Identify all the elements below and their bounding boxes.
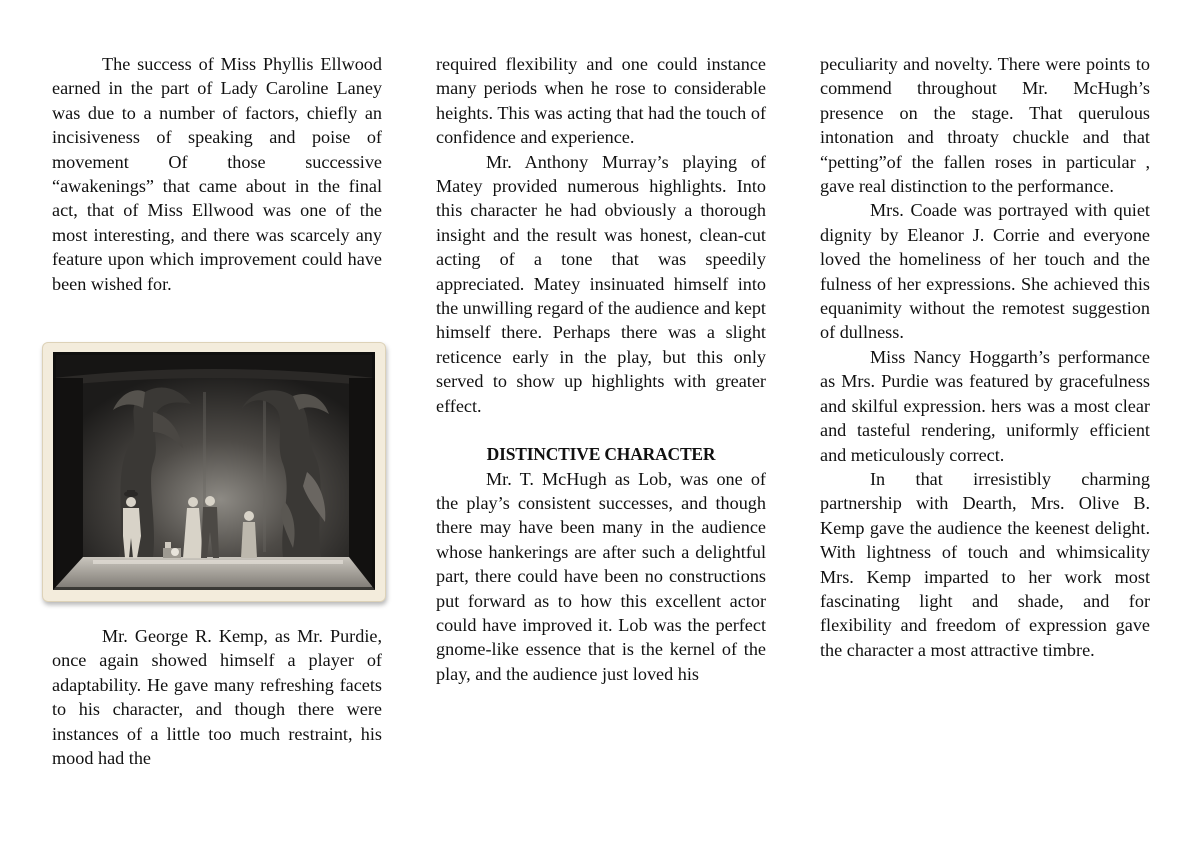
paragraph-ellwood: The success of Miss Phyllis Ellwood earned in the part of Lady Caroline Laney was due to a number of factors, chiefly an incisiveness of speaking and poise of movement Of those successive “awakenings” that came about in the final act, that of Miss Ellwood was one of the most interesting, and there was scarcely any feature upon which improvement could have been wished for.: [52, 54, 382, 294]
column-2: [436, 52, 766, 686]
paragraph-anthony-murray: Mr. Anthony Murray’s playing of Matey provided numerous highlights. Into this character he had obviously a thorough insight and the result was honest, clean-cut acting of a tone that was speedily appreciated. Matey insinuated himself into the unwilling regard of the audience and kept himself there. Perhaps there was a slight reticence early in the play, but this only served to show up highlights with greater effect.: [436, 151, 766, 416]
stage-photo-frame: [42, 342, 386, 602]
paragraph-nancy-hoggarth: Miss Nancy Hoggarth’s performance as Mrs. Purdie was featured by gracefulness and skilful expression. hers was a most clear and tasteful rendering, uniformly efficient and meticulously correct.: [820, 346, 1150, 465]
paragraph-olive-kemp: In that irresistibly charming partnership with Dearth, Mrs. Olive B. Kemp gave the audience the keenest delight. With lightness of touch and whimsicality Mrs. Kemp imparted to her work most fascinating light and shade, and for flexibility and freedom of expression gave the character a most attractive timbre.: [820, 468, 1150, 660]
column-3: [820, 52, 1150, 662]
stage-photo: [53, 352, 375, 590]
column-1-lower: [52, 624, 382, 770]
stage-scene-image: [53, 352, 375, 590]
paragraph-continuation: required flexibility and one could instance many periods when he rose to considerable heights. This was acting that had the touch of confidence and experience.: [436, 54, 766, 148]
column-1: [52, 52, 382, 769]
paragraph-george-kemp: Mr. George R. Kemp, as Mr. Purdie, once again showed himself a player of adaptability. He gave many refreshing facets to his character, and though there were instances of a little too much restraint, his mood had the: [52, 626, 382, 769]
paragraph-mchugh-continuation: peculiarity and novelty. There were points to commend throughout Mr. McHugh’s presence on the stage. That querulous intonation and throaty chuckle and that “petting”of the fallen roses in particular , gave real distinction to the performance.: [820, 54, 1150, 197]
section-heading: DISTINCTIVE CHARACTER: [486, 444, 716, 465]
paragraph-mchugh: Mr. T. McHugh as Lob, was one of the play’s consistent successes, and though there may have been many in the audience whose hankerings are after such a delightful part, there could have been no constructions put forward as to how this excellent actor could have improved it. Lob was the perfect gnome-like essence that is the kernel of the play, and the audience just loved his: [436, 468, 766, 684]
paragraph-mrs-coade: Mrs. Coade was portrayed with quiet dignity by Eleanor J. Corrie and everyone loved the homeliness of her touch and the fulness of her expressions. She achieved this equanimity without the remotest suggestion of dullness.: [820, 200, 1150, 343]
